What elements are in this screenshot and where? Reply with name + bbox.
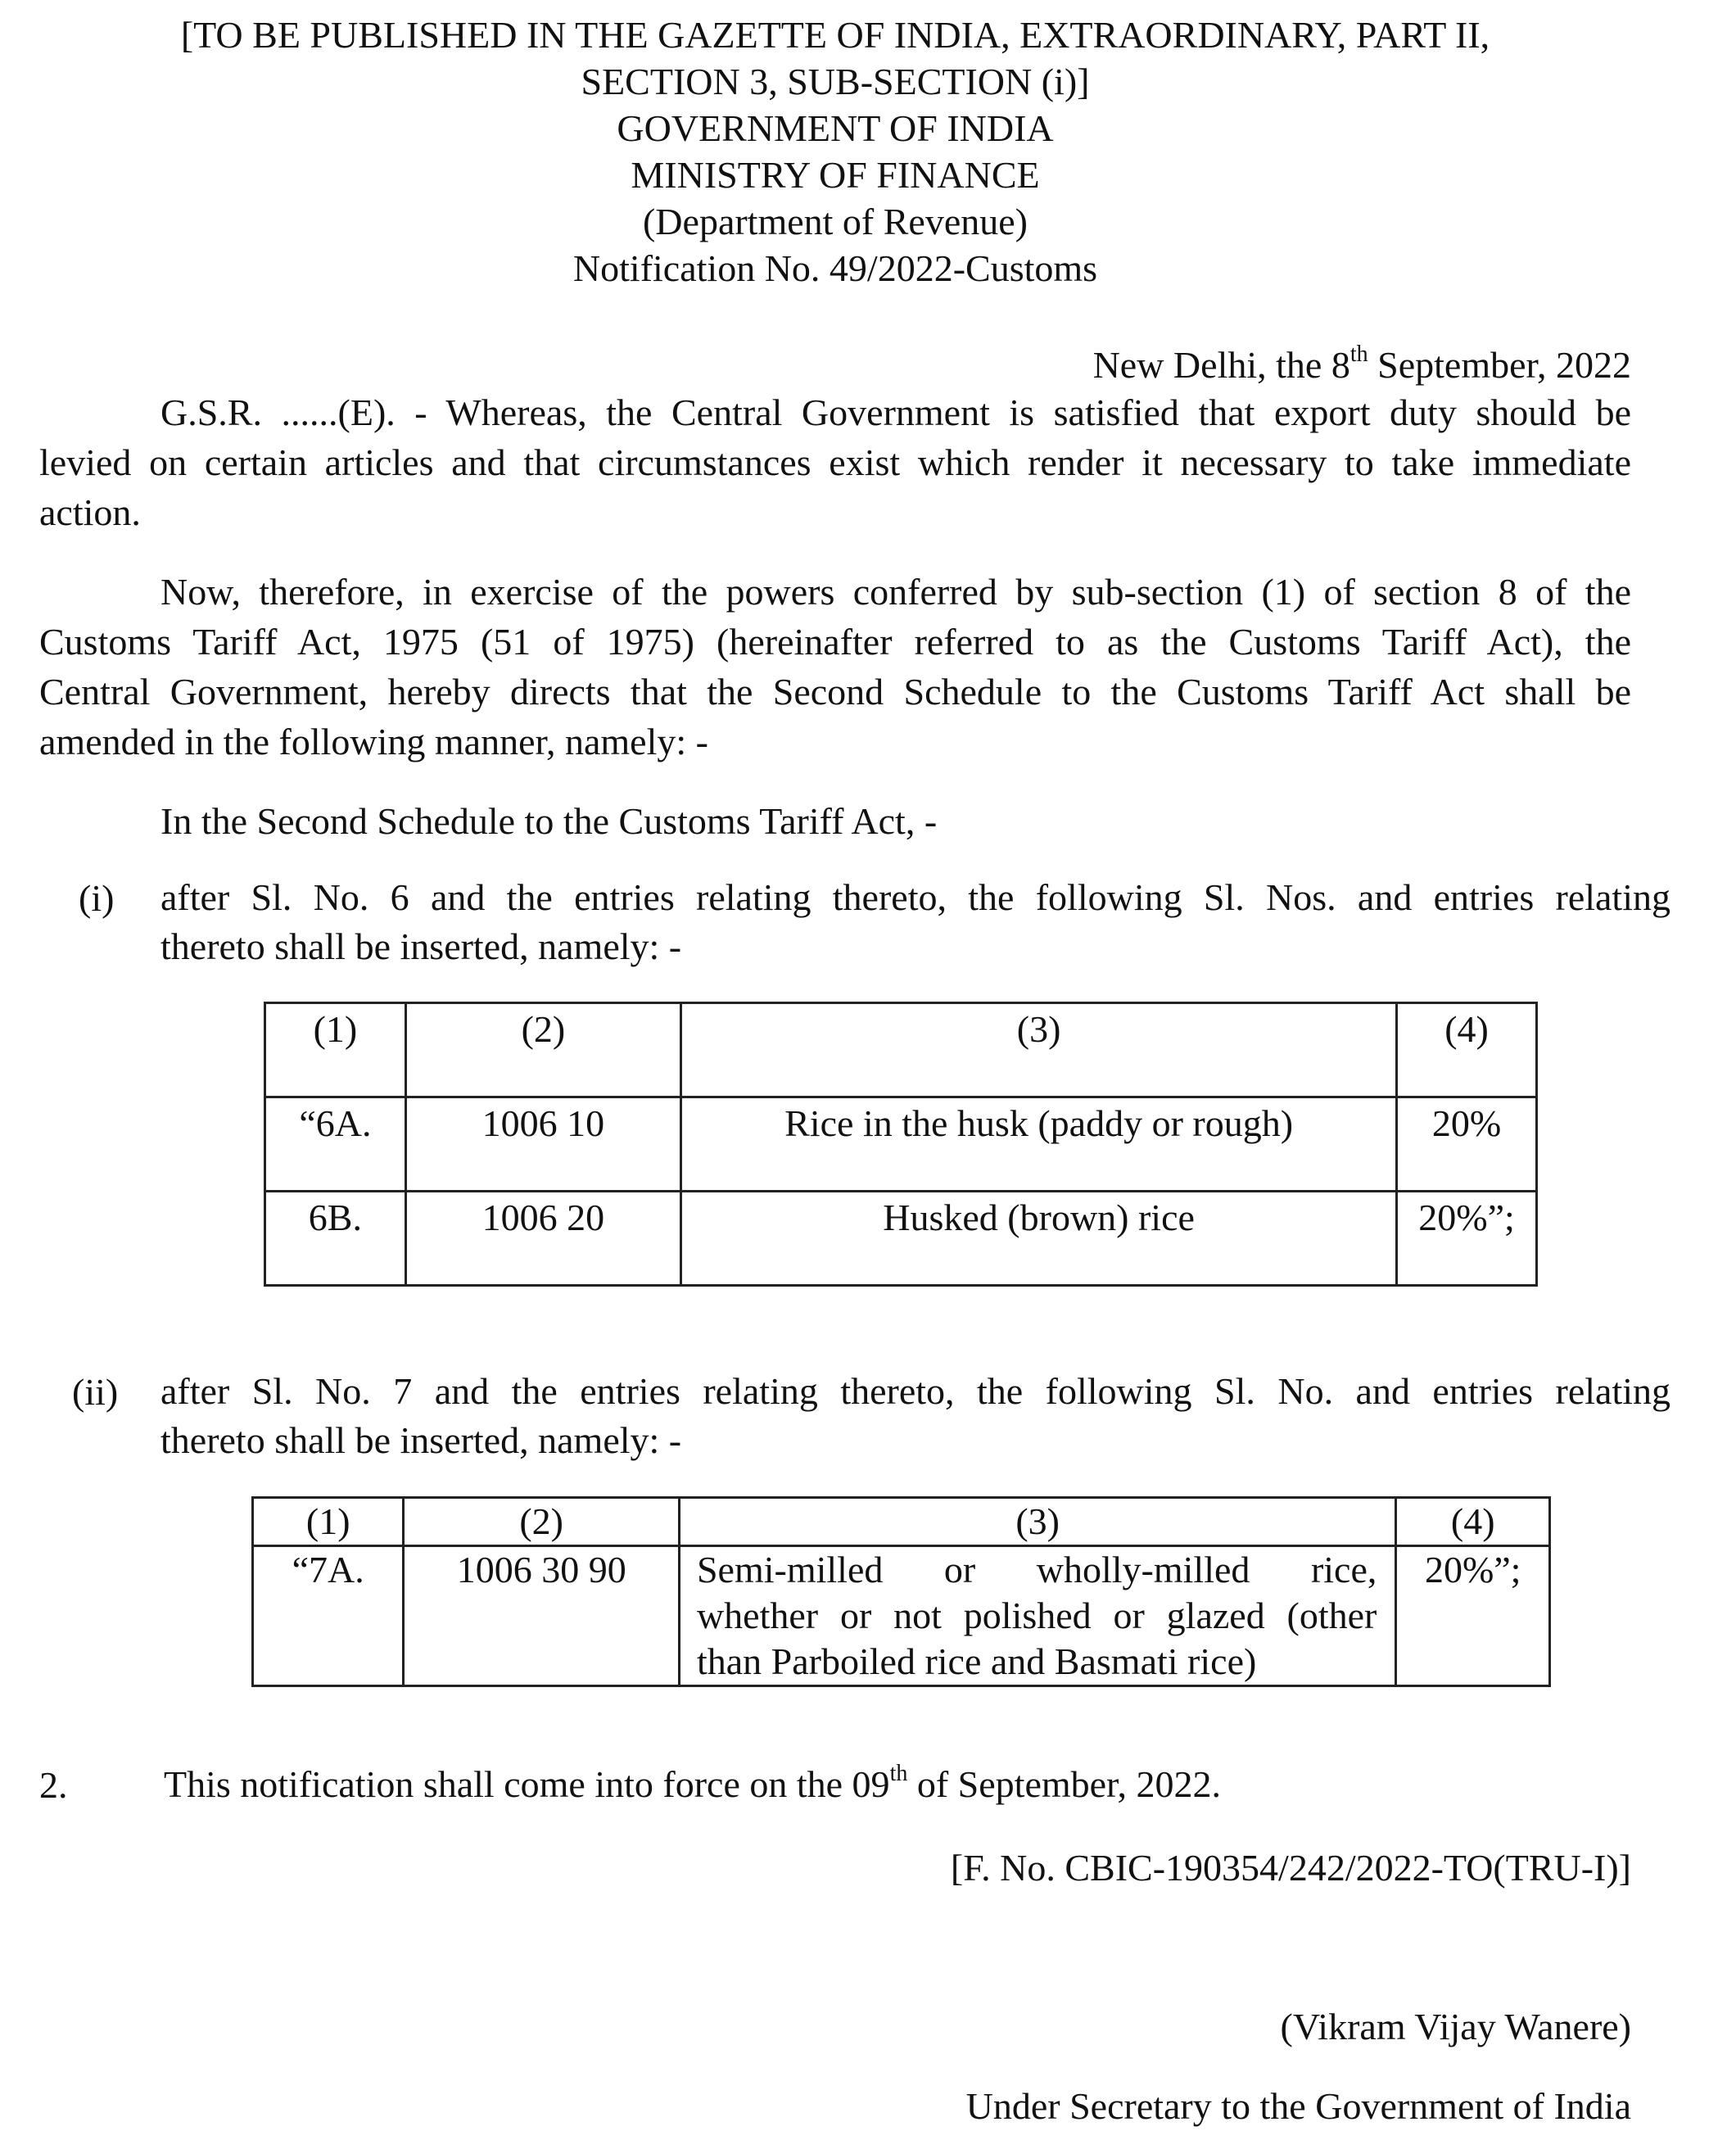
schedule-intro <box>39 796 1631 846</box>
table-cell: 1006 30 90 <box>404 1546 680 1686</box>
table-row <box>265 1097 1537 1192</box>
item-line: thereto shall be inserted, namely: - <box>160 925 682 967</box>
amendment-table-1 <box>264 1002 1538 1287</box>
operative-line: Customs Tariff Act, 1975 (51 of 1975) (hereinafter referred to as the Customs Tariff Act), the <box>39 621 1631 663</box>
dateline-superscript: th <box>1349 341 1368 367</box>
table-header-cell: (3) <box>679 1498 1395 1546</box>
signatory-designation: Under Secretary to the Government of India <box>965 2085 1631 2127</box>
header-government: GOVERNMENT OF INDIA <box>617 107 1054 149</box>
table-header-cell: (4) <box>1397 1003 1537 1097</box>
notification-number: Notification No. 49/2022-Customs <box>572 247 1098 289</box>
table-cell: 20% <box>1397 1097 1537 1192</box>
table-header-cell: (3) <box>681 1003 1397 1097</box>
table-cell: “7A. <box>253 1546 404 1686</box>
table-header-cell: (2) <box>405 1003 680 1097</box>
table-cell: Husked (brown) rice <box>681 1192 1397 1286</box>
table-cell: 1006 20 <box>405 1192 680 1286</box>
item-line: thereto shall be inserted, namely: - <box>160 1419 682 1461</box>
table-header-cell: (2) <box>404 1498 680 1546</box>
dateline-suffix: September, 2022 <box>1368 344 1631 386</box>
table-cell-description <box>679 1546 1395 1686</box>
table-header-cell: (4) <box>1396 1498 1550 1546</box>
preamble-line: action. <box>39 491 141 533</box>
table-header-row <box>253 1498 1550 1546</box>
item-number: (ii) <box>72 1371 119 1413</box>
preamble-line: levied on certain articles and that circumstances exist which render it necessary to take immediate <box>39 441 1631 483</box>
table-row <box>253 1546 1550 1686</box>
schedule-intro-line: In the Second Schedule to the Customs Tariff Act, - <box>160 800 938 842</box>
operative-line: Now, therefore, in exercise of the powers conferred by sub-section (1) of section 8 of the <box>160 571 1631 613</box>
table-cell: 20%”; <box>1397 1192 1537 1286</box>
table-cell: “6A. <box>265 1097 406 1192</box>
header-publication-line: [TO BE PUBLISHED IN THE GAZETTE OF INDIA, EXTRAORDINARY, PART II, <box>180 14 1490 56</box>
table-header-row <box>265 1003 1537 1097</box>
commencement-suffix: of September, 2022. <box>907 1763 1222 1805</box>
header-department: (Department of Revenue) <box>642 201 1028 242</box>
commencement-text <box>164 1760 1674 1809</box>
description-line: whether or not polished or glazed (other <box>696 1595 1377 1636</box>
table-cell: 1006 10 <box>405 1097 680 1192</box>
file-number: [F. No. CBIC-190354/242/2022-TO(TRU-I)] <box>950 1847 1631 1889</box>
preamble-paragraph <box>39 387 1631 537</box>
description-line: Semi-milled or wholly-milled rice, <box>696 1549 1377 1590</box>
commencement-prefix: This notification shall come into force on the 09 <box>164 1763 890 1805</box>
item-text <box>160 873 1670 971</box>
table-header-cell: (1) <box>265 1003 406 1097</box>
preamble-line: G.S.R. ......(E). - Whereas, the Central Government is satisfied that export duty should be <box>160 391 1631 433</box>
table-row <box>265 1192 1537 1286</box>
table-cell: 20%”; <box>1396 1546 1550 1686</box>
operative-line: amended in the following manner, namely: - <box>39 721 708 762</box>
item-line: after Sl. No. 7 and the entries relating thereto, the following Sl. No. and entries relating <box>160 1370 1670 1412</box>
paragraph-number: 2. <box>39 1764 68 1806</box>
dateline-prefix: New Delhi, the 8 <box>1092 344 1350 386</box>
operative-paragraph <box>39 567 1631 767</box>
commencement-superscript: th <box>889 1760 908 1786</box>
table-cell: 6B. <box>265 1192 406 1286</box>
table-cell: Rice in the husk (paddy or rough) <box>681 1097 1397 1192</box>
gazette-header <box>0 11 1670 292</box>
item-text <box>160 1367 1670 1465</box>
item-line: after Sl. No. 6 and the entries relating thereto, the following Sl. Nos. and entries relating <box>160 876 1670 918</box>
amendment-table-2 <box>251 1496 1551 1687</box>
signatory-name: (Vikram Vijay Wanere) <box>1280 2006 1631 2047</box>
item-number: (i) <box>79 877 115 919</box>
dateline <box>1093 340 1631 391</box>
header-section-line: SECTION 3, SUB-SECTION (i)] <box>581 61 1090 102</box>
table-header-cell: (1) <box>253 1498 404 1546</box>
description-line: than Parboiled rice and Basmati rice) <box>696 1640 1257 1682</box>
operative-line: Central Government, hereby directs that the Second Schedule to the Customs Tariff Act shall be <box>39 671 1631 713</box>
header-ministry: MINISTRY OF FINANCE <box>631 154 1040 196</box>
